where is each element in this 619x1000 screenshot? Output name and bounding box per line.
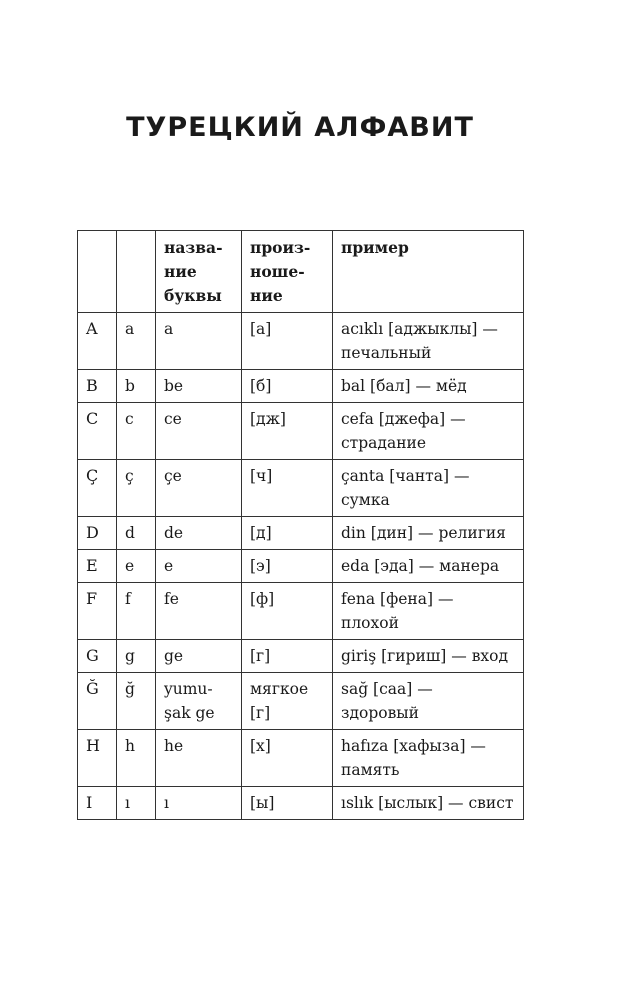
cell-letter-name: e bbox=[156, 550, 242, 583]
cell-lowercase: f bbox=[117, 583, 156, 640]
cell-lowercase: c bbox=[117, 403, 156, 460]
header-pronunciation-line: произ- bbox=[250, 238, 311, 257]
cell-example: çanta [чанта] — сумка bbox=[333, 460, 524, 517]
cell-letter-name: fe bbox=[156, 583, 242, 640]
table-row bbox=[78, 313, 524, 370]
cell-pronunciation: [э] bbox=[242, 550, 333, 583]
cell-pronunciation: [х] bbox=[242, 730, 333, 787]
header-letter-name-line: назва- bbox=[164, 238, 223, 257]
table-row bbox=[78, 517, 524, 550]
table-row bbox=[78, 787, 524, 820]
cell-letter-name: a bbox=[156, 313, 242, 370]
cell-example: giriş [гириш] — вход bbox=[333, 640, 524, 673]
header-pronunciation-line: ние bbox=[250, 286, 283, 305]
cell-uppercase: B bbox=[78, 370, 117, 403]
cell-pronunciation: [г] bbox=[242, 640, 333, 673]
cell-lowercase: ı bbox=[117, 787, 156, 820]
cell-example: bal [бал] — мёд bbox=[333, 370, 524, 403]
cell-letter-name: de bbox=[156, 517, 242, 550]
cell-pronunciation: [д] bbox=[242, 517, 333, 550]
header-letter-name bbox=[156, 231, 242, 313]
table-row bbox=[78, 673, 524, 730]
table-row bbox=[78, 583, 524, 640]
cell-pronunciation: мягкое [г] bbox=[242, 673, 333, 730]
table-row bbox=[78, 550, 524, 583]
header-pronunciation-line: ноше- bbox=[250, 262, 305, 281]
cell-uppercase: Ç bbox=[78, 460, 117, 517]
cell-letter-name: he bbox=[156, 730, 242, 787]
page-title: ТУРЕЦКИЙ АЛФАВИТ bbox=[126, 112, 474, 143]
table-row bbox=[78, 460, 524, 517]
cell-letter-name: yumu-şak ge bbox=[156, 673, 242, 730]
cell-letter-name: çe bbox=[156, 460, 242, 517]
alphabet-table bbox=[77, 230, 524, 820]
table-row bbox=[78, 403, 524, 460]
table-header-row bbox=[78, 231, 524, 313]
header-example: пример bbox=[333, 231, 524, 313]
cell-lowercase: e bbox=[117, 550, 156, 583]
header-uppercase bbox=[78, 231, 117, 313]
cell-letter-name: ce bbox=[156, 403, 242, 460]
header-letter-name-line: ние bbox=[164, 262, 197, 281]
cell-example: fena [фена] — плохой bbox=[333, 583, 524, 640]
header-lowercase bbox=[117, 231, 156, 313]
header-letter-name-line: буквы bbox=[164, 286, 222, 305]
cell-example: ıslık [ыслык] — свист bbox=[333, 787, 524, 820]
cell-pronunciation: [ч] bbox=[242, 460, 333, 517]
cell-letter-name: be bbox=[156, 370, 242, 403]
cell-uppercase: F bbox=[78, 583, 117, 640]
header-pronunciation bbox=[242, 231, 333, 313]
cell-uppercase: C bbox=[78, 403, 117, 460]
cell-example: acıklı [аджыклы] — печальный bbox=[333, 313, 524, 370]
cell-lowercase: a bbox=[117, 313, 156, 370]
cell-letter-name: ı bbox=[156, 787, 242, 820]
cell-pronunciation: [ф] bbox=[242, 583, 333, 640]
cell-example: hafıza [хафыза] — память bbox=[333, 730, 524, 787]
cell-example: cefa [джефа] — страдание bbox=[333, 403, 524, 460]
cell-example: eda [эда] — манера bbox=[333, 550, 524, 583]
cell-uppercase: Ğ bbox=[78, 673, 117, 730]
cell-letter-name: ge bbox=[156, 640, 242, 673]
cell-lowercase: g bbox=[117, 640, 156, 673]
cell-pronunciation: [б] bbox=[242, 370, 333, 403]
cell-lowercase: b bbox=[117, 370, 156, 403]
table-row bbox=[78, 640, 524, 673]
cell-lowercase: ç bbox=[117, 460, 156, 517]
cell-uppercase: E bbox=[78, 550, 117, 583]
cell-pronunciation: [а] bbox=[242, 313, 333, 370]
cell-uppercase: H bbox=[78, 730, 117, 787]
cell-uppercase: A bbox=[78, 313, 117, 370]
cell-lowercase: ğ bbox=[117, 673, 156, 730]
cell-pronunciation: [ы] bbox=[242, 787, 333, 820]
cell-example: din [дин] — религия bbox=[333, 517, 524, 550]
cell-example: sağ [саа] — здоровый bbox=[333, 673, 524, 730]
cell-uppercase: D bbox=[78, 517, 117, 550]
table-row bbox=[78, 370, 524, 403]
cell-uppercase: I bbox=[78, 787, 117, 820]
cell-uppercase: G bbox=[78, 640, 117, 673]
cell-lowercase: h bbox=[117, 730, 156, 787]
cell-lowercase: d bbox=[117, 517, 156, 550]
table-row bbox=[78, 730, 524, 787]
cell-pronunciation: [дж] bbox=[242, 403, 333, 460]
